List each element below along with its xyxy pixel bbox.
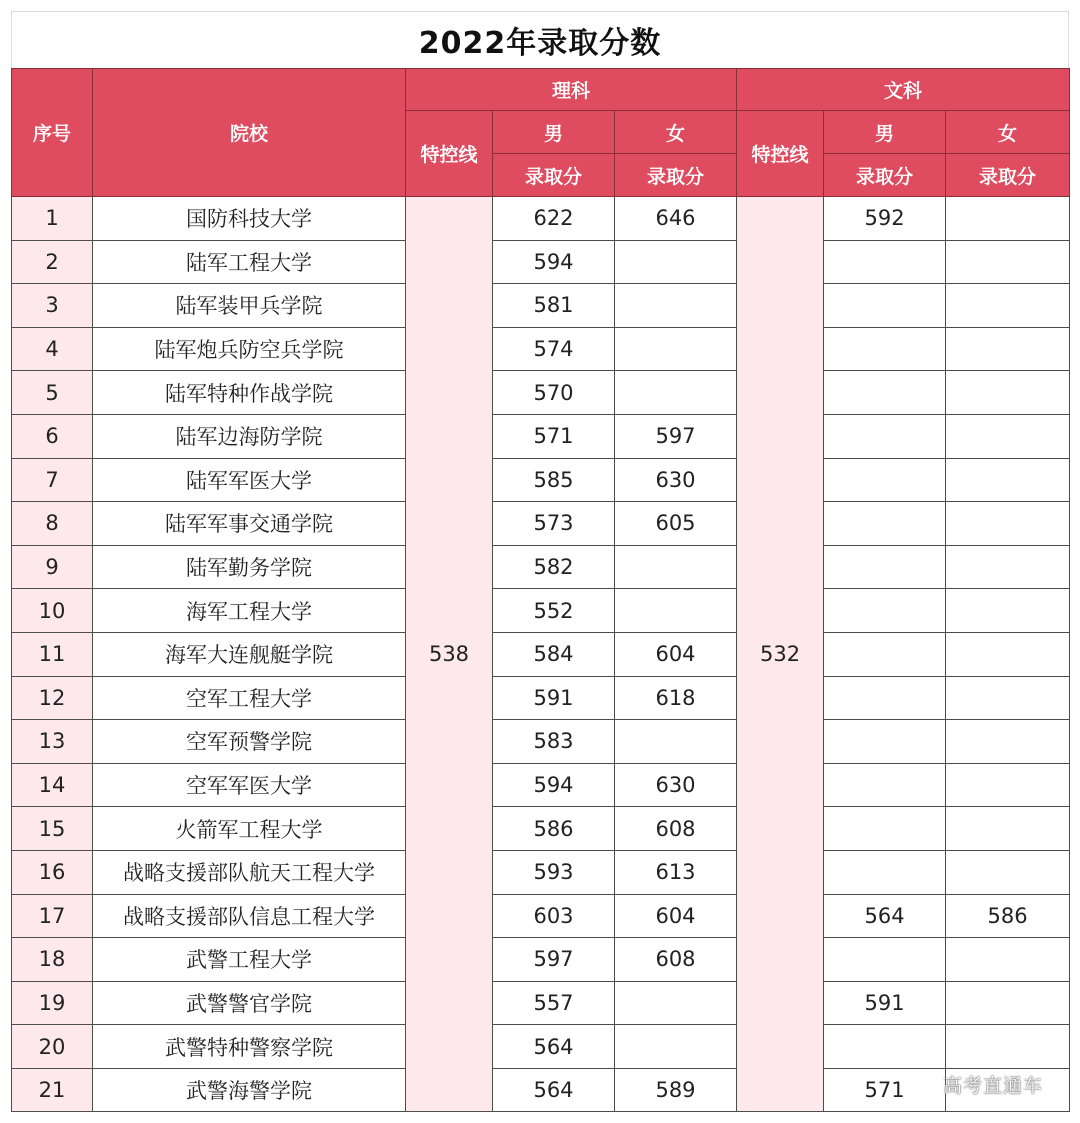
- table-row: [12, 938, 1070, 982]
- liberal-female-score: [946, 502, 1070, 546]
- science-female-score: 604: [615, 894, 737, 938]
- science-male-score: 570: [493, 371, 615, 415]
- row-number: 10: [12, 589, 93, 633]
- liberal-male-score: [824, 240, 946, 284]
- liberal-male-score: [824, 850, 946, 894]
- table-row: [12, 632, 1070, 676]
- table-row: [12, 458, 1070, 502]
- liberal-male-score: [824, 938, 946, 982]
- science-male-score: 585: [493, 458, 615, 502]
- liberal-female-score: [946, 938, 1070, 982]
- watermark: 高考直通车: [943, 1075, 1044, 1097]
- school-name: 陆军军事交通学院: [93, 502, 406, 546]
- science-male-score: 594: [493, 240, 615, 284]
- liberal-female-score: [946, 589, 1070, 633]
- row-number: 3: [12, 284, 93, 328]
- liberal-female-score: [946, 676, 1070, 720]
- liberal-male-score: [824, 1025, 946, 1069]
- score-table-page: [11, 11, 1069, 1112]
- science-female-score: [615, 1025, 737, 1069]
- admission-score-table: [11, 68, 1070, 1112]
- science-male-score: 581: [493, 284, 615, 328]
- liberal-male-score: [824, 763, 946, 807]
- row-number: 21: [12, 1068, 93, 1112]
- science-male-score: 603: [493, 894, 615, 938]
- school-name: 陆军工程大学: [93, 240, 406, 284]
- table-row: [12, 676, 1070, 720]
- liberal-male-score: [824, 589, 946, 633]
- science-female-score: 618: [615, 676, 737, 720]
- table-row: [12, 850, 1070, 894]
- liberal-female-score: [946, 458, 1070, 502]
- header-liberal-male-score: 录取分: [824, 154, 946, 197]
- science-female-score: [615, 589, 737, 633]
- header-liberal: 文科: [737, 69, 1070, 111]
- science-male-score: 591: [493, 676, 615, 720]
- school-name: 武警海警学院: [93, 1068, 406, 1112]
- school-name: 陆军装甲兵学院: [93, 284, 406, 328]
- school-name: 国防科技大学: [93, 197, 406, 241]
- liberal-female-score: [946, 545, 1070, 589]
- liberal-male-score: [824, 502, 946, 546]
- school-name: 海军工程大学: [93, 589, 406, 633]
- liberal-female-score: [946, 632, 1070, 676]
- liberal-female-score: [946, 197, 1070, 241]
- row-number: 16: [12, 850, 93, 894]
- row-number: 17: [12, 894, 93, 938]
- school-name: 武警警官学院: [93, 981, 406, 1025]
- school-name: 陆军特种作战学院: [93, 371, 406, 415]
- table-body: [12, 197, 1070, 1112]
- header-science-control-line: 特控线: [406, 111, 493, 197]
- table-row: [12, 981, 1070, 1025]
- science-female-score: 597: [615, 414, 737, 458]
- row-number: 7: [12, 458, 93, 502]
- row-number: 9: [12, 545, 93, 589]
- liberal-male-score: [824, 676, 946, 720]
- school-name: 武警工程大学: [93, 938, 406, 982]
- school-name: 火箭军工程大学: [93, 807, 406, 851]
- science-female-score: 605: [615, 502, 737, 546]
- row-number: 1: [12, 197, 93, 241]
- page-title: 2022年录取分数: [418, 26, 662, 61]
- school-name: 战略支援部队信息工程大学: [93, 894, 406, 938]
- liberal-male-score: [824, 632, 946, 676]
- liberal-male-score: [824, 371, 946, 415]
- science-female-score: 630: [615, 458, 737, 502]
- science-male-score: 583: [493, 720, 615, 764]
- science-male-score: 564: [493, 1025, 615, 1069]
- science-female-score: 589: [615, 1068, 737, 1112]
- liberal-male-score: [824, 458, 946, 502]
- table-row: [12, 807, 1070, 851]
- liberal-female-score: [946, 981, 1070, 1025]
- row-number: 12: [12, 676, 93, 720]
- school-name: 空军预警学院: [93, 720, 406, 764]
- table-row: [12, 763, 1070, 807]
- science-female-score: [615, 720, 737, 764]
- liberal-female-score: [946, 284, 1070, 328]
- science-female-score: 646: [615, 197, 737, 241]
- science-male-score: 593: [493, 850, 615, 894]
- science-female-score: 630: [615, 763, 737, 807]
- header-science-male-score: 录取分: [493, 154, 615, 197]
- liberal-female-score: [946, 763, 1070, 807]
- row-number: 19: [12, 981, 93, 1025]
- school-name: 陆军边海防学院: [93, 414, 406, 458]
- row-number: 5: [12, 371, 93, 415]
- liberal-female-score: [946, 720, 1070, 764]
- liberal-female-score: 586: [946, 894, 1070, 938]
- header-liberal-female-score: 录取分: [946, 154, 1070, 197]
- science-male-score: 582: [493, 545, 615, 589]
- liberal-male-score: 592: [824, 197, 946, 241]
- liberal-male-score: 591: [824, 981, 946, 1025]
- science-male-score: 571: [493, 414, 615, 458]
- table-row: [12, 284, 1070, 328]
- science-male-score: 552: [493, 589, 615, 633]
- liberal-male-score: [824, 807, 946, 851]
- table-row: [12, 371, 1070, 415]
- row-number: 18: [12, 938, 93, 982]
- science-male-score: 584: [493, 632, 615, 676]
- school-name: 陆军军医大学: [93, 458, 406, 502]
- table-row: [12, 589, 1070, 633]
- table-row: [12, 894, 1070, 938]
- school-name: 战略支援部队航天工程大学: [93, 850, 406, 894]
- row-number: 20: [12, 1025, 93, 1069]
- school-name: 陆军勤务学院: [93, 545, 406, 589]
- title-box: [11, 11, 1069, 68]
- school-name: 空军工程大学: [93, 676, 406, 720]
- science-female-score: 608: [615, 938, 737, 982]
- table-row: [12, 720, 1070, 764]
- row-number: 2: [12, 240, 93, 284]
- school-name: 武警特种警察学院: [93, 1025, 406, 1069]
- header-seq: 序号: [12, 69, 93, 197]
- header-science: 理科: [406, 69, 737, 111]
- liberal-male-score: [824, 545, 946, 589]
- header-science-female: 女: [615, 111, 737, 154]
- row-number: 11: [12, 632, 93, 676]
- liberal-male-score: [824, 284, 946, 328]
- science-female-score: [615, 327, 737, 371]
- liberal-male-score: [824, 327, 946, 371]
- table-row: [12, 240, 1070, 284]
- science-female-score: [615, 981, 737, 1025]
- science-female-score: [615, 240, 737, 284]
- science-female-score: [615, 371, 737, 415]
- row-number: 14: [12, 763, 93, 807]
- liberal-male-score: [824, 720, 946, 764]
- science-male-score: 574: [493, 327, 615, 371]
- row-number: 6: [12, 414, 93, 458]
- liberal-female-score: [946, 414, 1070, 458]
- liberal-female-score: [946, 1025, 1070, 1069]
- liberal-female-score: [946, 850, 1070, 894]
- science-female-score: 608: [615, 807, 737, 851]
- science-male-score: 557: [493, 981, 615, 1025]
- row-number: 8: [12, 502, 93, 546]
- liberal-male-score: 571: [824, 1068, 946, 1112]
- header-liberal-female: 女: [946, 111, 1070, 154]
- science-female-score: 613: [615, 850, 737, 894]
- science-male-score: 597: [493, 938, 615, 982]
- row-number: 4: [12, 327, 93, 371]
- table-row: [12, 545, 1070, 589]
- table-row: [12, 414, 1070, 458]
- liberal-female-score: [946, 371, 1070, 415]
- liberal-male-score: [824, 414, 946, 458]
- table-row: [12, 502, 1070, 546]
- science-male-score: 573: [493, 502, 615, 546]
- table-row: [12, 1068, 1070, 1112]
- science-control-line: 538: [406, 197, 493, 1112]
- school-name: 海军大连舰艇学院: [93, 632, 406, 676]
- table-row: [12, 197, 1070, 241]
- liberal-female-score: [946, 807, 1070, 851]
- science-male-score: 622: [493, 197, 615, 241]
- science-female-score: [615, 284, 737, 328]
- liberal-female-score: [946, 327, 1070, 371]
- row-number: 15: [12, 807, 93, 851]
- liberal-control-line: 532: [737, 197, 824, 1112]
- science-male-score: 586: [493, 807, 615, 851]
- school-name: 陆军炮兵防空兵学院: [93, 327, 406, 371]
- header-science-male: 男: [493, 111, 615, 154]
- science-male-score: 594: [493, 763, 615, 807]
- science-female-score: 604: [615, 632, 737, 676]
- header-school: 院校: [93, 69, 406, 197]
- science-female-score: [615, 545, 737, 589]
- science-male-score: 564: [493, 1068, 615, 1112]
- table-row: [12, 1025, 1070, 1069]
- header-liberal-male: 男: [824, 111, 946, 154]
- header-science-female-score: 录取分: [615, 154, 737, 197]
- liberal-male-score: 564: [824, 894, 946, 938]
- table-row: [12, 327, 1070, 371]
- header-liberal-control-line: 特控线: [737, 111, 824, 197]
- row-number: 13: [12, 720, 93, 764]
- liberal-female-score: [946, 240, 1070, 284]
- school-name: 空军军医大学: [93, 763, 406, 807]
